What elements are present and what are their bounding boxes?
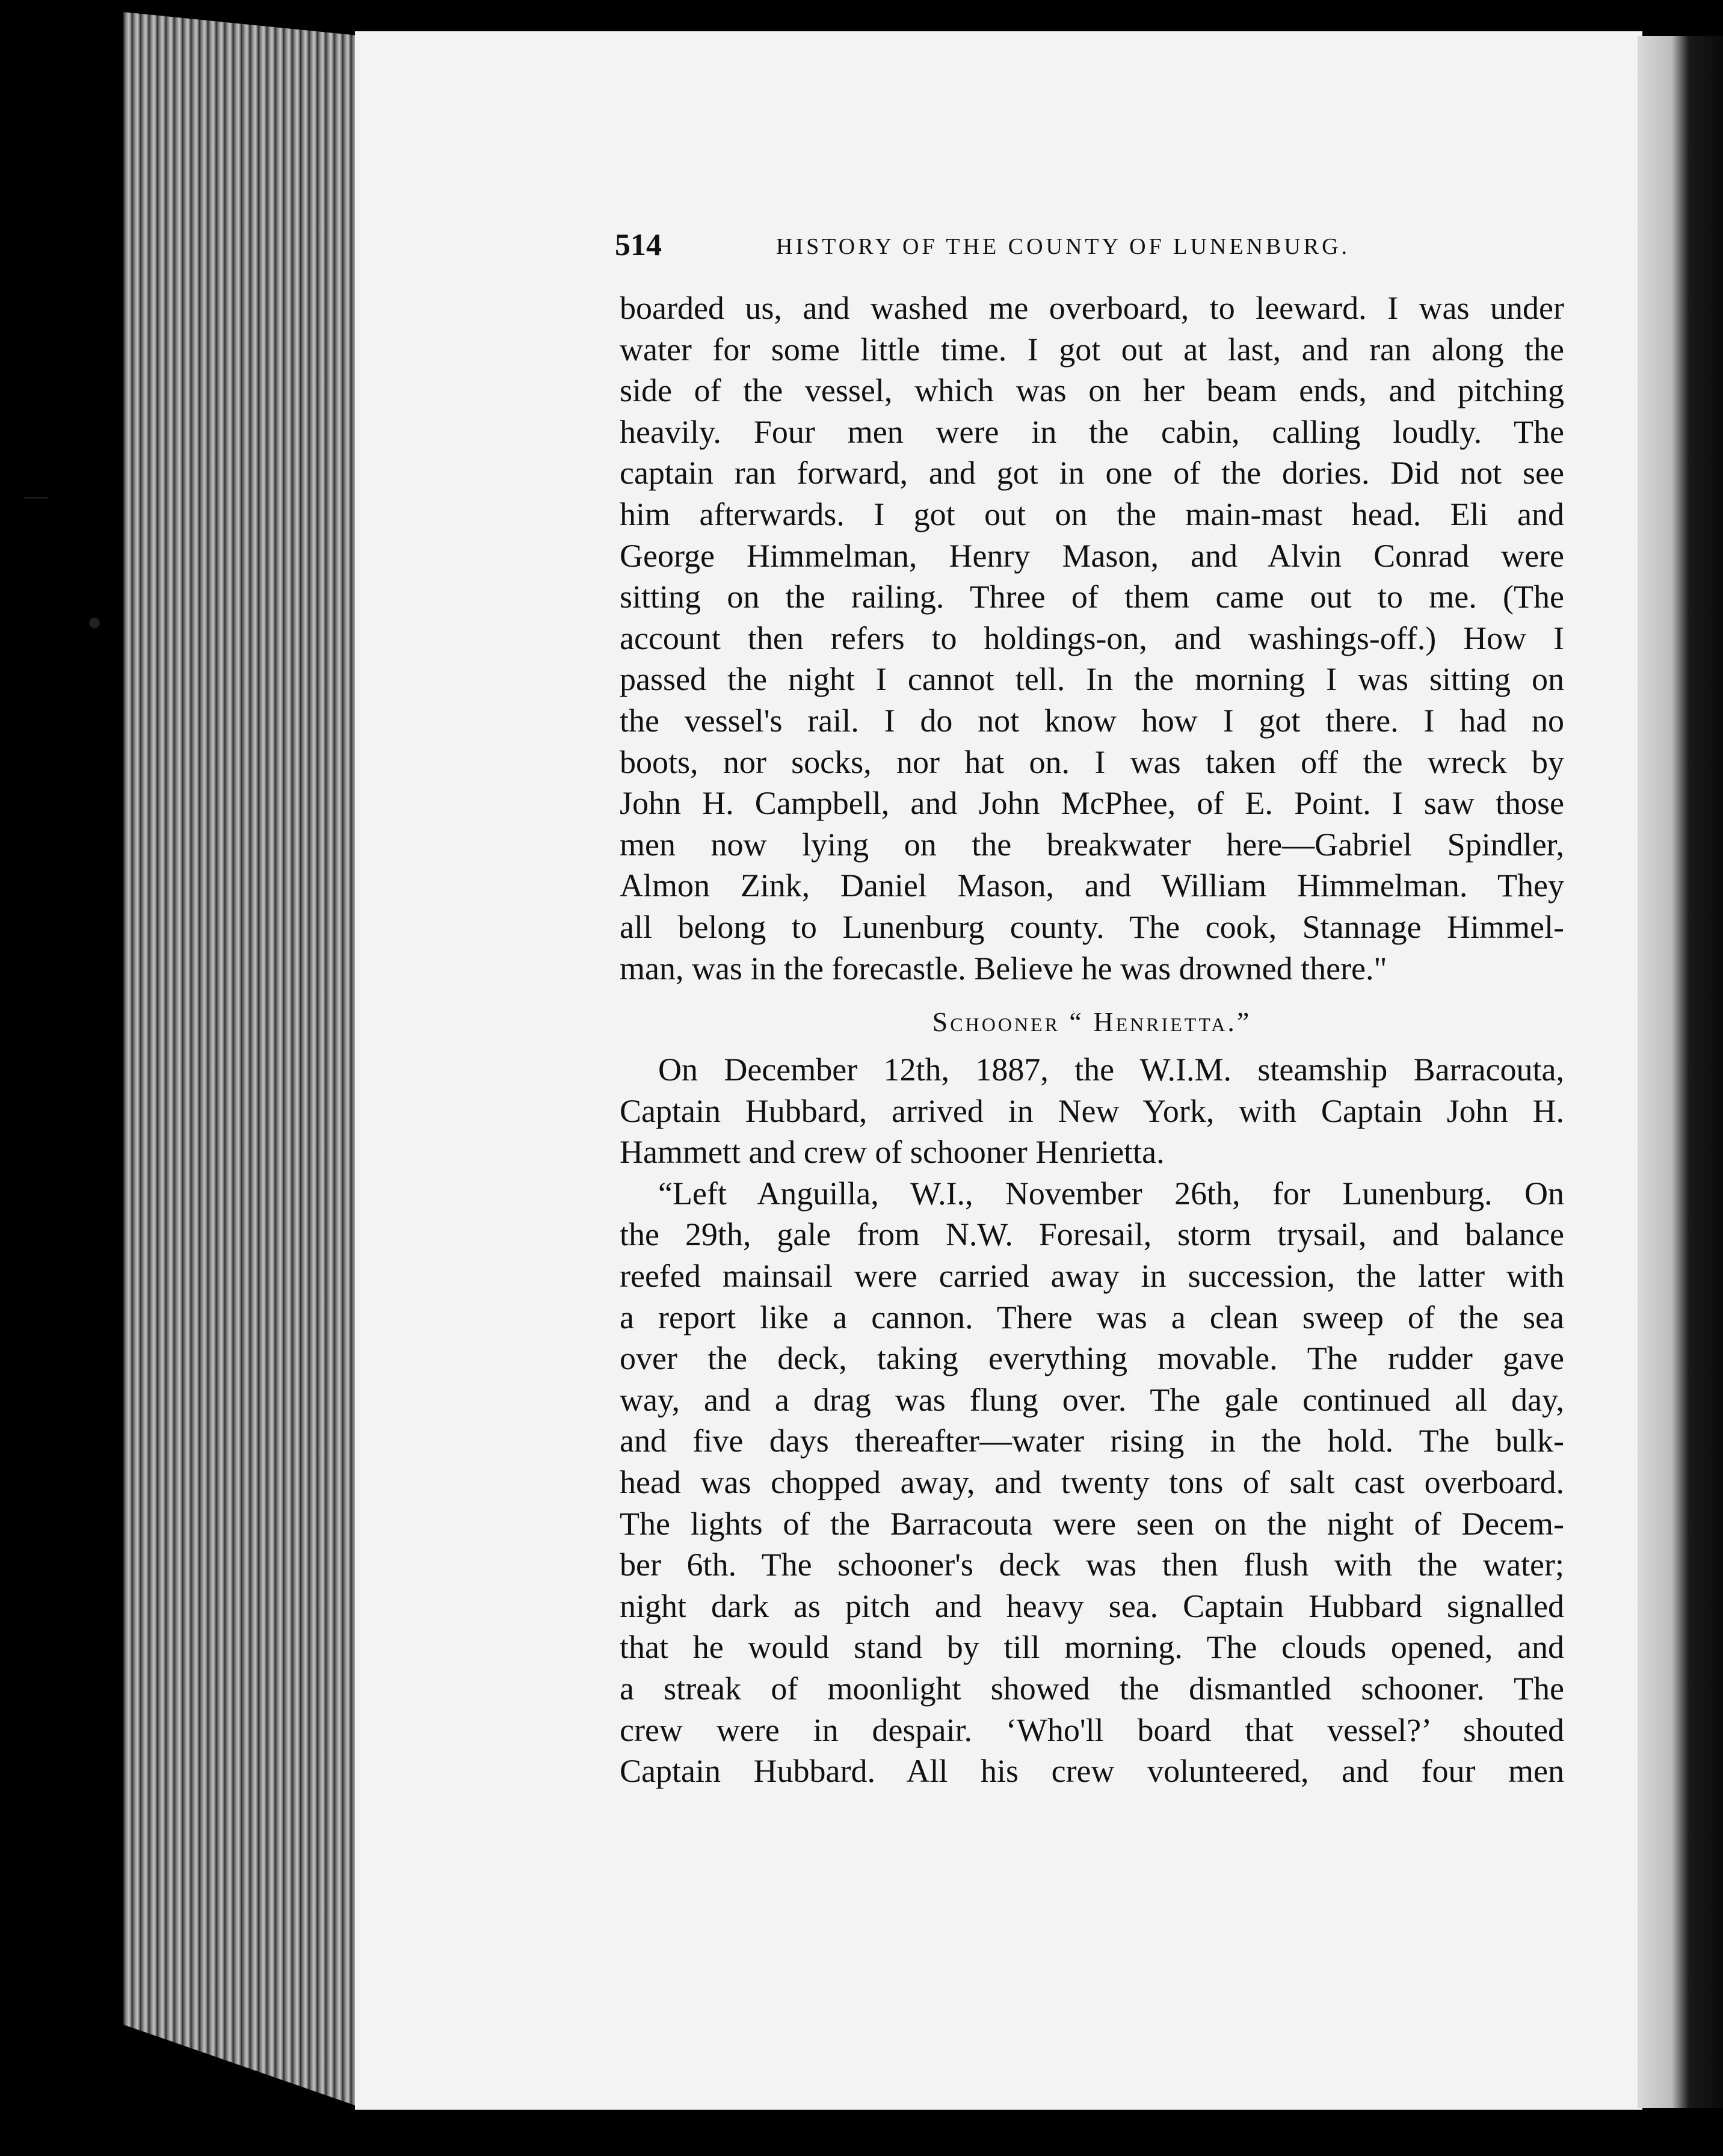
text-line: a streak of moonlight showed the dismantled schooner. The — [620, 1671, 1564, 1707]
text-line: heavily. Four men were in the cabin, calling loudly. The — [620, 413, 1564, 450]
running-title: HISTORY OF THE COUNTY OF LUNENBURG. — [776, 234, 1351, 259]
text-line: head was chopped away, and twenty tons of salt cast overboard. — [620, 1464, 1564, 1501]
text-line: passed the night I cannot tell. In the morning I was sitting on — [620, 661, 1564, 698]
running-head — [615, 227, 1421, 270]
facing-page-edge — [1638, 36, 1723, 2108]
paragraph — [620, 1173, 1564, 1792]
text-line: water for some little time. I got out at last, and ran along the — [620, 331, 1564, 368]
text-line: boarded us, and washed me overboard, to leeward. I was under — [620, 290, 1564, 326]
text-line: all belong to Lunenburg county. The cook, Stannage Himmel- — [620, 908, 1564, 945]
section-heading: Schooner “ Henrietta.” — [932, 1006, 1252, 1038]
text-line: the vessel's rail. I do not know how I got there. I had no — [620, 702, 1564, 739]
text-line: captain ran forward, and got in one of the dories. Did not see — [620, 455, 1564, 491]
text-line: boots, nor socks, nor hat on. I was taken off the wreck by — [620, 744, 1564, 780]
page-number: 514 — [615, 228, 662, 262]
text-line: On December 12th, 1887, the W.I.M. steamship Barracouta, — [658, 1052, 1564, 1088]
text-line: a report like a cannon. There was a clean sweep of the sea — [620, 1299, 1564, 1335]
text-line: night dark as pitch and heavy sea. Captain Hubbard signalled — [620, 1588, 1564, 1624]
text-line: account then refers to holdings-on, and washings-off.) How I — [620, 620, 1564, 656]
paragraph — [620, 288, 1564, 989]
scan-mark: — — [24, 482, 48, 509]
text-line: Almon Zink, Daniel Mason, and William Himmelman. They — [620, 867, 1564, 904]
paragraph — [620, 1049, 1564, 1173]
text-line: him afterwards. I got out on the main-mast head. Eli and — [620, 496, 1564, 532]
text-line: men now lying on the breakwater here—Gabriel Spindler, — [620, 826, 1564, 863]
text-line: crew were in despair. ‘Who'll board that vessel?’ shouted — [620, 1711, 1564, 1748]
text-line: George Himmelman, Henry Mason, and Alvin Conrad were — [620, 537, 1564, 574]
body-text — [620, 288, 1564, 1792]
text-line: side of the vessel, which was on her beam ends, and pitching — [620, 372, 1564, 409]
book-page-edge — [123, 12, 364, 2108]
text-line: Captain Hubbard, arrived in New York, with Captain John H. — [620, 1092, 1564, 1129]
text-line: ber 6th. The schooner's deck was then flush with the water; — [620, 1547, 1564, 1583]
scan-mark: ● — [87, 608, 102, 635]
text-line: John H. Campbell, and John McPhee, of E. Point. I saw those — [620, 785, 1564, 822]
text-line: and five days thereafter—water rising in the hold. The bulk- — [620, 1423, 1564, 1459]
text-line: sitting on the railing. Three of them came out to me. (The — [620, 579, 1564, 615]
text-line: “Left Anguilla, W.I., November 26th, for Lunenburg. On — [658, 1175, 1564, 1212]
text-line: man, was in the forecastle. Believe he was drowned there." — [620, 950, 1387, 987]
text-line: Captain Hubbard. All his crew volunteered, and four men — [620, 1753, 1564, 1790]
text-line: Hammett and crew of schooner Henrietta. — [620, 1134, 1165, 1171]
text-line: The lights of the Barracouta were seen on the night of Decem- — [620, 1505, 1564, 1542]
text-line: over the deck, taking everything movable. The rudder gave — [620, 1340, 1564, 1377]
text-line: the 29th, gale from N.W. Foresail, storm trysail, and balance — [620, 1216, 1564, 1253]
text-line: reefed mainsail were carried away in succession, the latter with — [620, 1258, 1564, 1295]
text-line: way, and a drag was flung over. The gale continued all day, — [620, 1381, 1564, 1418]
text-line: that he would stand by till morning. The clouds opened, and — [620, 1629, 1564, 1666]
